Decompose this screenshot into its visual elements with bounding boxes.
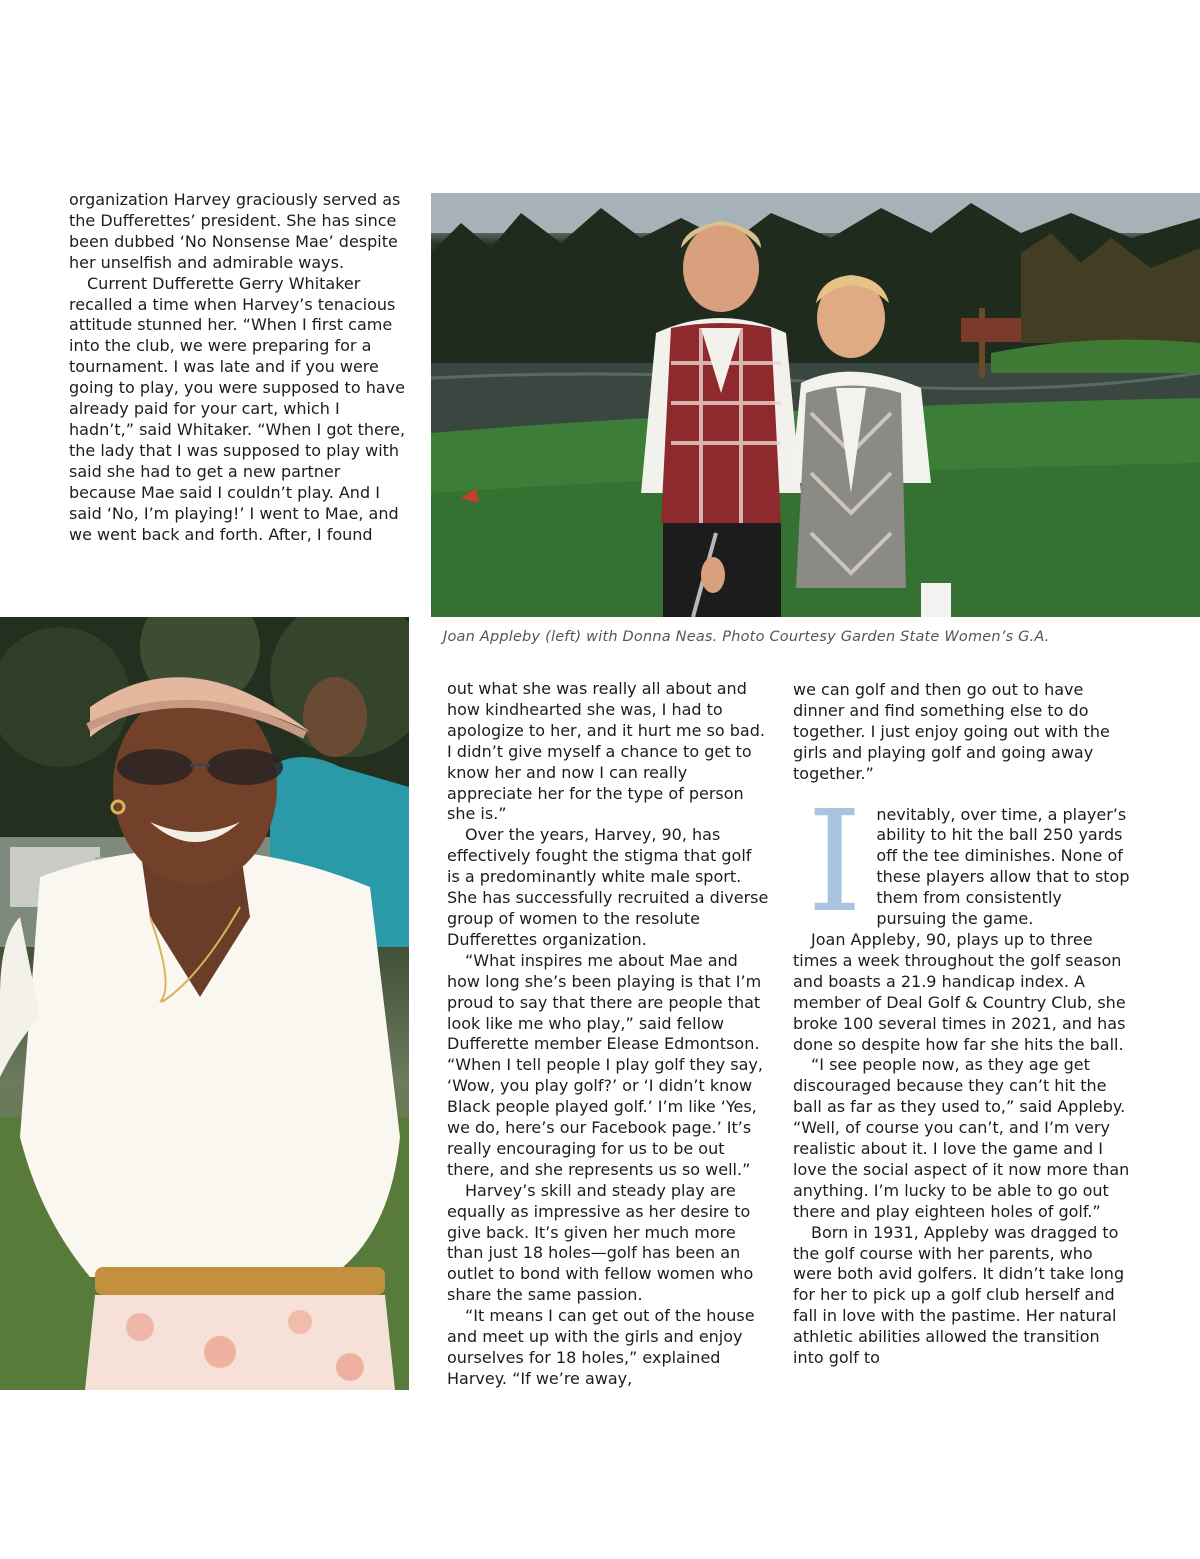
paragraph: organization Harvey graciously served as the Dufferettes’ president. She has since been dubbed ‘No Nonsense Mae’ despite her unselfish and admirable ways. bbox=[69, 190, 401, 272]
dropcap-paragraph-text: nevitably, over time, a player’s ability to hit the ball 250 yards off the tee diminishes. None of these players allow that to stop them from consistently pursuing the game. bbox=[876, 804, 1130, 929]
photo-caption: Joan Appleby (left) with Donna Neas. Photo Courtesy Garden State Women’s G.A. bbox=[443, 629, 1050, 645]
photo-mae-harvey bbox=[0, 617, 409, 1390]
dropcap-paragraph bbox=[793, 780, 1133, 944]
dropcap-letter: I bbox=[807, 780, 863, 944]
paragraph: Harvey’s skill and steady play are equally as impressive as her desire to give back. It’s given her much more than just 18 holes—golf has been an outlet to bond with fellow women who share the same passion. bbox=[447, 1180, 754, 1305]
paragraph: Over the years, Harvey, 90, has effectively fought the stigma that golf is a predominantly white male sport. She has successfully recruited a diverse group of women to the resolute Dufferettes organization. bbox=[447, 825, 769, 949]
article-column-1 bbox=[69, 190, 409, 545]
paragraph: we can golf and then go out to have dinner and find something else to do together. I just enjoy going out with the girls and playing golf and going away together.” bbox=[793, 680, 1110, 783]
photo-joan-appleby-donna-neas bbox=[431, 193, 1200, 617]
paragraph: Joan Appleby, 90, plays up to three times a week throughout the golf season and boasts a 21.9 handicap index. A member of Deal Golf & Country Club, she broke 100 several times in 2021, and has done so despite how far she hits the ball. bbox=[793, 929, 1126, 1054]
article-column-3 bbox=[793, 680, 1133, 1369]
photo-illustration bbox=[0, 617, 409, 1390]
article-column-2 bbox=[447, 679, 769, 1390]
paragraph: Born in 1931, Appleby was dragged to the golf course with her parents, who were both avid golfers. It didn’t take long for her to pick up a golf club herself and fall in love with the pastime. Her natural athletic abilities allowed the transition into golf to bbox=[793, 1222, 1125, 1368]
paragraph: “It means I can get out of the house and meet up with the girls and enjoy ourselves for 18 holes,” explained Harvey. “If we’re away, bbox=[447, 1306, 755, 1388]
paragraph: out what she was really all about and how kindhearted she was, I had to apologize to her, and it hurt me so bad. I didn’t give myself a chance to get to know her and now I can really appreciate her for the type of person she is.” bbox=[447, 679, 765, 824]
paragraph: Current Dufferette Gerry Whitaker recalled a time when Harvey’s tenacious attitude stunned her. “When I first came into the club, we were preparing for a tournament. I was late and if you were going to play, you were supposed to have already paid for your cart, which I hadn’t,” said Whitaker. “When I got there, the lady that I was supposed to play with said she had to get a new partner because Mae said I couldn’t play. And I said ‘No, I’m playing!’ I went to Mae, and we went back and forth. After, I found bbox=[69, 273, 406, 544]
paragraph: “I see people now, as they age get discouraged because they can’t hit the ball as far as they used to,” said Appleby. “Well, of course you can’t, and I’m very realistic about it. I love the game and I love the social aspect of it now more than anything. I’m lucky to be able to go out there and play eighteen holes of golf.” bbox=[793, 1055, 1130, 1221]
paragraph: “What inspires me about Mae and how long she’s been playing is that I’m proud to say that there are people that look like me who play,” said fellow Dufferette member Elease Edmontson. “When I tell people I play golf they say, ‘Wow, you play golf?’ or ‘I didn’t know Black people played golf.’ I’m like ‘Yes, we do, here’s our Facebook page.’ It’s really encouraging for us to be out there, and she represents us so well.” bbox=[447, 950, 763, 1179]
photo-illustration bbox=[431, 193, 1200, 617]
